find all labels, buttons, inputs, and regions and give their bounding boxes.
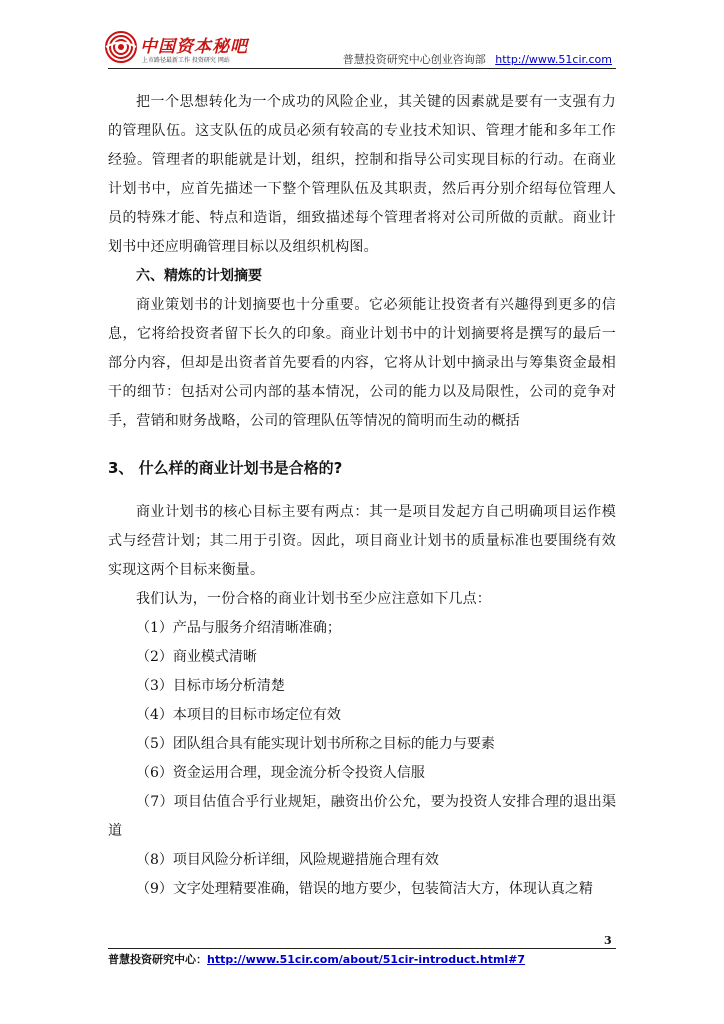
list-item: （8）项目风险分析详细，风险规避措施合理有效 — [136, 852, 439, 868]
logo[interactable] — [104, 30, 254, 70]
logo-subtitle: 上市路径最新工作 投资研究 网站 — [142, 57, 230, 64]
section-heading-qualified-plan: 3、 什么样的商业计划书是合格的? — [108, 459, 343, 477]
list-item: （7）项目估值合乎行业规矩，融资出价公允，要为投资人安排合理的退出渠道 — [108, 794, 616, 839]
footer-divider — [108, 948, 616, 949]
paragraph-plan-summary: 商业策划书的计划摘要也十分重要。它必须能让投资者有兴趣得到更多的信息，它将给投资者留下长久的印象。商业计划书中的计划摘要将是撰写的最后一部分内容，但却是出资者首先要看的内容，它将从计划中摘录出与筹集资金最相干的细节：包括对公司内部的基本情况，公司的能力以及局限性，公司的竞争对手，营销和财务战略，公司的管理队伍等情况的简明而生动的概括 — [108, 297, 616, 429]
list-item: （5）团队组合具有能实现计划书所称之目标的能力与要素 — [136, 736, 495, 752]
paragraph-management-team: 把一个思想转化为一个成功的风险企业，其关键的因素就是要有一支强有力的管理队伍。这支队伍的成员必须有较高的专业技术知识、管理才能和多年工作经验。管理者的职能就是计划，组织，控制和指导公司实现目标的行动。在商业计划书中，应首先描述一下整个管理队伍及其职责，然后再分别介绍每位管理人员的特殊才能、特点和造诣，细致描述每个管理者将对公司所做的贡献。商业计划书中还应明确管理目标以及组织机构图。 — [108, 94, 616, 255]
header-info — [343, 51, 612, 67]
list-item: （2）商业模式清晰 — [136, 649, 257, 665]
list-item: （1）产品与服务介绍清晰准确； — [136, 620, 341, 636]
header-divider — [108, 68, 616, 69]
logo-title: 中国资本秘吧 — [140, 37, 248, 57]
paragraph-criteria-intro: 我们认为，一份合格的商业计划书至少应注意如下几点： — [136, 591, 491, 607]
criteria-list — [108, 614, 616, 904]
page-footer — [108, 951, 525, 967]
paragraph-core-goals: 商业计划书的核心目标主要有两点：其一是项目发起方自己明确项目运作模式与经营计划；其二用于引资。因此，项目商业计划书的质量标准也要围绕有效实现这两个目标来衡量。 — [108, 504, 616, 578]
header-org-text: 普慧投资研究中心创业咨询部 — [342, 53, 486, 66]
header-site-link[interactable]: http://www.51cir.com — [495, 53, 612, 66]
list-item: （3）目标市场分析清楚 — [136, 678, 285, 694]
page-body — [108, 88, 616, 904]
page-header — [0, 0, 724, 70]
page-number: 3 — [604, 934, 612, 947]
list-item: （9）文字处理精要准确，错误的地方要少，包装简洁大方，体现认真之精 — [136, 881, 593, 897]
footer-link[interactable]: http://www.51cir.com/about/51cir-introduct.html#7 — [207, 953, 526, 966]
list-item: （6）资金运用合理，现金流分析令投资人信服 — [136, 765, 425, 781]
list-item: （4）本项目的目标市场定位有效 — [136, 707, 341, 723]
sub-heading-summary: 六、精炼的计划摘要 — [136, 268, 262, 284]
footer-label: 普慧投资研究中心： — [108, 953, 207, 966]
logo-swirl-icon — [104, 30, 138, 64]
